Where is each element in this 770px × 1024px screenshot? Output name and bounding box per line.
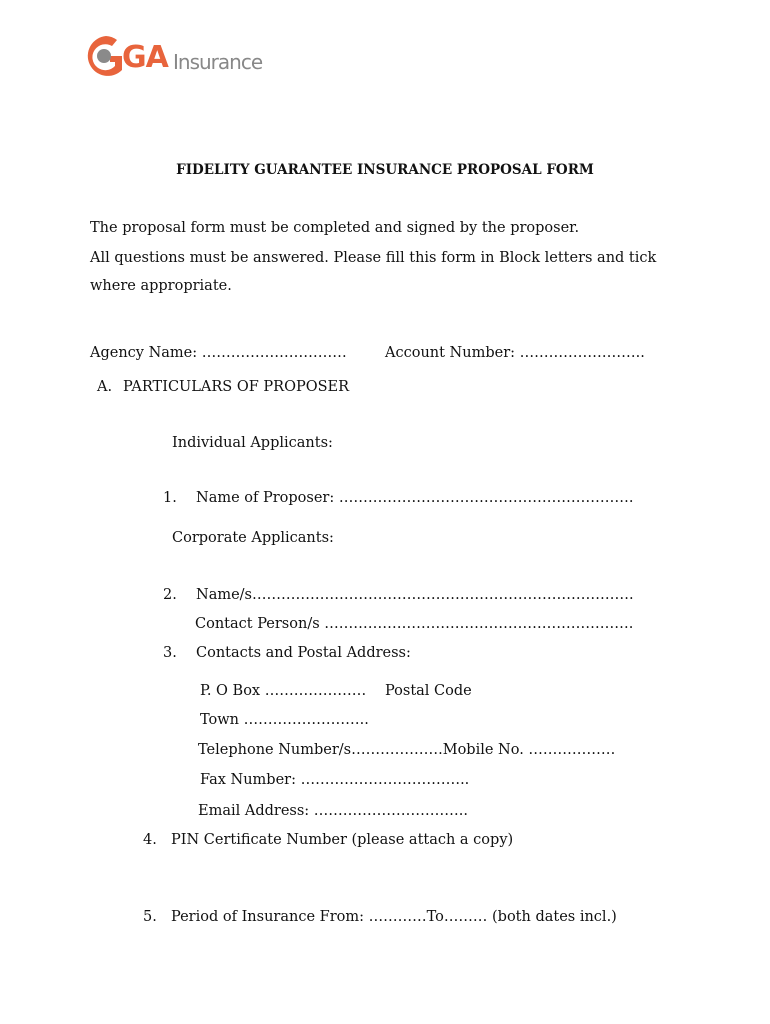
- q5-number: 5.: [143, 909, 157, 925]
- form-title: FIDELITY GUARANTEE INSURANCE PROPOSAL FORM: [176, 162, 594, 178]
- q2-number: 2.: [163, 587, 177, 603]
- email-address-field[interactable]: Email Address: …………………………..: [198, 803, 469, 819]
- postal-code-field[interactable]: Postal Code: [385, 683, 472, 699]
- intro-line-2: All questions must be answered. Please fill this form in Block letters and tick: [90, 250, 657, 266]
- agency-name-field[interactable]: Agency Name: …………………………: [90, 345, 347, 361]
- intro-line-1: The proposal form must be completed and signed by the proposer.: [90, 220, 580, 236]
- q4-number: 4.: [143, 832, 157, 848]
- q1-number: 1.: [163, 490, 177, 506]
- individual-applicants-label: Individual Applicants:: [172, 435, 333, 451]
- po-box-field[interactable]: P. O Box …………………: [200, 683, 367, 699]
- logo-mark-icon: [84, 34, 126, 78]
- intro-line-3: where appropriate.: [90, 278, 232, 294]
- section-a-marker: A.: [97, 379, 113, 395]
- logo-ga-text: GA: [122, 40, 168, 75]
- contact-person-field[interactable]: Contact Person/s ……………………………………………………….: [195, 616, 634, 632]
- fax-number-field[interactable]: Fax Number: ……………………………..: [200, 772, 470, 788]
- corporate-applicants-label: Corporate Applicants:: [172, 530, 334, 546]
- name-of-proposer-field[interactable]: Name of Proposer: …………………………………………………….: [196, 490, 634, 506]
- contacts-address-label: Contacts and Postal Address:: [196, 645, 411, 661]
- telephone-mobile-field[interactable]: Telephone Number/s……………….Mobile No. ………………: [198, 742, 616, 758]
- town-field[interactable]: Town ……………………..: [200, 712, 369, 728]
- account-number-field[interactable]: Account Number: ……………………..: [385, 345, 645, 361]
- logo-insurance-text: Insurance: [173, 50, 263, 74]
- q3-number: 3.: [163, 645, 177, 661]
- section-a-heading: PARTICULARS OF PROPOSER: [123, 379, 350, 395]
- period-of-insurance-field[interactable]: Period of Insurance From: …………To……… (both dates incl.): [171, 909, 617, 925]
- pin-certificate-field[interactable]: PIN Certificate Number (please attach a copy): [171, 832, 514, 848]
- corporate-names-field[interactable]: Name/s…………………………………………………………………….: [196, 587, 634, 603]
